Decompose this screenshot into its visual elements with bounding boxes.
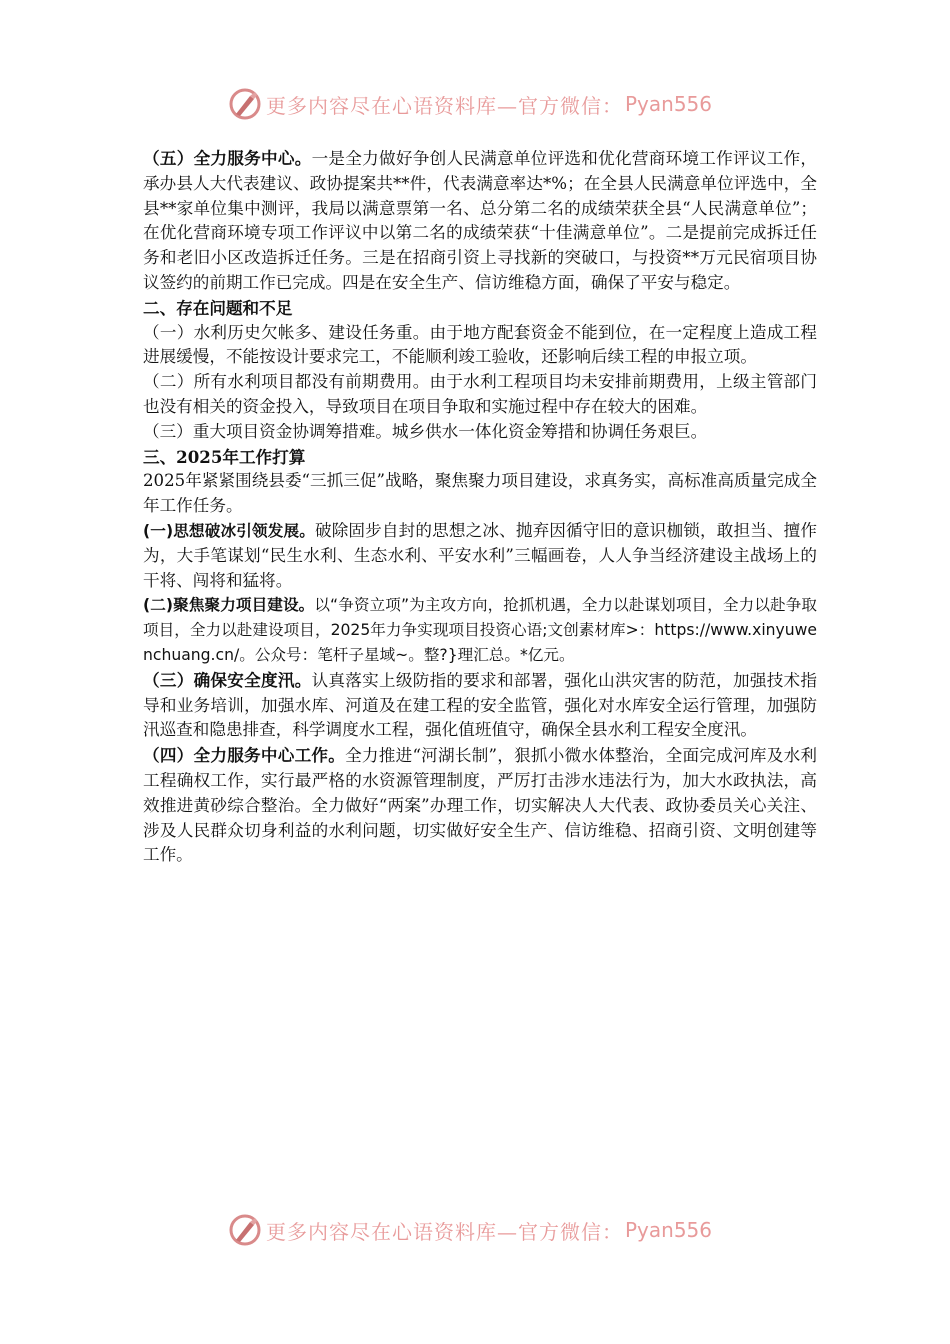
paragraph-text: 认真落实上级防指的要求和部署，强化山洪灾害的防范，加强技术指导和业务培训，加强水库、河道及在建工程的安全监管，强化对水库安全运行管理，加强防汛巡查和隐患排查，科学调度水工程，强化值班值守，确保全县水利工程安全度汛。 (143, 670, 818, 740)
document-body (143, 146, 817, 868)
paragraph-text: 一是全力做好争创人民满意单位评选和优化营商环境工作评议工作，承办县人大代表建议、政协提案共**件，代表满意率达*%；在全县人民满意单位评选中，全县**家单位集中测评，我局以满意票第一名、总分第二名的成绩荣获全县“人民满意单位”；在优化营商环境专项工作评议中以第二名的成绩荣获“十佳满意单位”。二是提前完成拆迁任务和老旧小区改造拆迁任务。三是在招商引资上寻找新的突破口，与投资**万元民宿项目协议签约的前期工作已完成。四是在安全生产、信访维稳方面，确保了平安与稳定。 (143, 149, 818, 292)
paragraph-projects (143, 593, 817, 667)
paragraph-heading: （三）确保安全度汛。 (143, 669, 312, 690)
banner-wechat-id: Pyan556 (625, 92, 713, 116)
paragraph-serve-center (143, 146, 817, 296)
pen-nib-icon (228, 87, 262, 121)
footer-watermark-banner (228, 1210, 712, 1250)
header-watermark-banner (228, 84, 712, 124)
paragraph-problem-2: （二）所有水利项目都没有前期费用。由于水利工程项目均未安排前期费用，上级主管部门也没有相关的资金投入，导致项目在项目争取和实施过程中存在较大的困难。 (143, 372, 817, 416)
pen-nib-icon (228, 1213, 262, 1247)
section-heading-problems: 二、存在问题和不足 (143, 297, 293, 318)
paragraph-serve-center-work (143, 743, 817, 868)
paragraph-heading: （五）全力服务中心。 (143, 148, 312, 168)
banner-text: 更多内容尽在心语资料库—官方微信： (266, 1219, 623, 1244)
paragraph-plan-intro: 2025年紧紧围绕县委“三抓三促”战略，聚焦聚力项目建设，求真务实，高标准高质量完成全年工作任务。 (143, 471, 817, 516)
paragraph-thought (143, 519, 817, 593)
paragraph-text: 以“争资立项”为主攻方向，抢抓机遇，全力以赴谋划项目，全力以赴争取项目，全力以赴建设项目，2025年力争实现项目投资心语;文创素材库>：https://www.xinyuwenchuang.cn/。公众号：笔杆子星域~。整?}理汇总。*亿元。 (143, 596, 817, 664)
paragraph-problem-1: （一）水利历史欠帐多、建设任务重。由于地方配套资金不能到位，在一定程度上造成工程进展缓慢，不能按设计要求完工，不能顺利竣工验收，还影响后续工程的申报立项。 (143, 322, 817, 367)
paragraph-heading: (二)聚焦聚力项目建设。 (143, 596, 315, 615)
paragraph-heading: （四）全力服务中心工作。 (143, 745, 346, 766)
section-heading-plan-2025: 三、2025年工作打算 (143, 446, 306, 467)
banner-wechat-id: Pyan556 (625, 1218, 713, 1242)
paragraph-heading: (一)思想破冰引领发展。 (143, 521, 315, 540)
paragraph-text: 破除固步自封的思想之冰、抛弃因循守旧的意识枷锁，敢担当、擅作为，大手笔谋划“民生水利、生态水利、平安水利”三幅画卷，人人争当经济建设主战场上的干将、闯将和猛将。 (143, 520, 817, 590)
paragraph-problem-3: （三）重大项目资金协调筹措难。城乡供水一体化资金筹措和协调任务艰巨。 (143, 421, 708, 441)
banner-text: 更多内容尽在心语资料库—官方微信： (266, 93, 623, 118)
paragraph-text: 全力推进“河湖长制”，狠抓小微水体整治，全面完成河库及水利工程确权工作，实行最严格的水资源管理制度，严厉打击涉水违法行为，加大水政执法，高效推进黄砂综合整治。全力做好“两案”办理工作，切实解决人大代表、政协委员关心关注、涉及人民群众切身利益的水利问题，切实做好安全生产、信访维稳、招商引资、文明创建等工作。 (143, 746, 818, 865)
paragraph-flood-safety (143, 668, 817, 743)
